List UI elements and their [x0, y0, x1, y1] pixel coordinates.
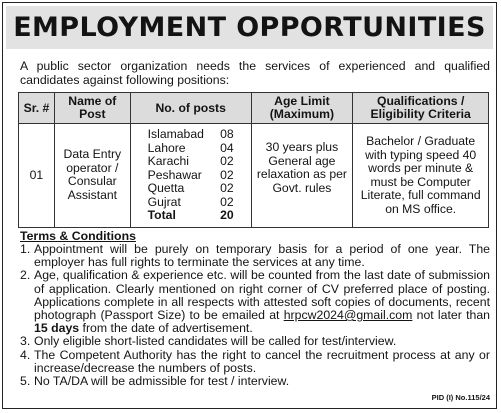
station-city: Lahore: [147, 140, 186, 155]
advertisement: [2, 2, 497, 409]
item-number: 4.: [20, 347, 31, 362]
table-header-row: [19, 93, 489, 124]
item-text-part: Age, qualification & experience etc. will be counted from the last date of submission of application. Clearly mentioned on right corner of CV preferred place of posting. Applications complete in all respects with attested soft copies of documents, recent photograph (Passport Size) to be emailed at: [34, 268, 490, 323]
item-text: Only eligible short-listed candidates will be called for test/interview.: [34, 334, 397, 349]
header-sr: Sr. #: [19, 93, 55, 124]
station-count: 08: [220, 127, 234, 141]
cell-age-limit: 30 years plus General age relaxation as per Govt. rules: [251, 124, 353, 228]
header-name-of-post: Name of Post: [54, 93, 130, 124]
total-label: Total: [147, 208, 176, 222]
item-text: No TA/DA will be admissible for test / interview.: [34, 374, 290, 389]
station-city: Islamabad: [147, 127, 204, 141]
total-count: 20: [220, 208, 234, 222]
item-number: 1.: [20, 242, 31, 256]
terms-list: [20, 243, 490, 388]
page-title: EMPLOYMENT OPPORTUNITIES: [13, 12, 486, 43]
header-no-of-posts: No. of posts: [130, 93, 251, 124]
terms-heading: Terms & Conditions: [20, 229, 136, 243]
item-text: [34, 269, 490, 335]
header-age-limit: Age Limit (Maximum): [251, 93, 353, 124]
station-count: 02: [220, 194, 234, 209]
table-row: [19, 124, 489, 228]
cell-sr: 01: [19, 124, 55, 228]
positions-table: [18, 92, 489, 228]
list-item: [20, 335, 490, 348]
station-count: 02: [220, 181, 234, 195]
item-text: The Competent Authority has the right to cancel the recruitment process at any or increase/decrease the numbers of posts.: [34, 347, 490, 375]
title-banner: [6, 6, 493, 49]
station-count: 04: [220, 140, 234, 155]
cell-qualifications: Bachelor / Graduate with typing speed 40 words per minute & must be Computer Literate, full command on MS office.: [353, 124, 489, 228]
station-city: Karachi: [147, 154, 189, 168]
intro-paragraph: A public sector organization needs the services of experienced and qualified candidates against following positions:: [20, 59, 490, 87]
stations-list: [134, 128, 248, 223]
station-count: 02: [220, 154, 234, 168]
pid-number: PID (I) No.115/24: [431, 393, 490, 402]
list-item: [20, 269, 490, 335]
terms-section: [20, 229, 490, 388]
list-item: [20, 243, 490, 269]
item-text-part: not later than: [412, 308, 490, 323]
email-address: hrpcw2024@gmail.com: [283, 308, 413, 323]
list-item: [20, 375, 490, 388]
station-city: Peshawar: [147, 167, 202, 182]
cell-post-name: Data Entry operator / Consular Assistant: [54, 124, 130, 228]
station-city: Gujrat: [147, 194, 181, 209]
item-text: Appointment will be purely on temporary basis for a period of one year. The employer has full rights to terminate the services at any time.: [34, 242, 490, 270]
item-text-part: from the date of advertisement.: [79, 321, 253, 336]
cell-posts: [130, 124, 251, 228]
deadline-days: 15 days: [34, 321, 80, 336]
item-number: 5.: [20, 374, 31, 389]
list-item: [20, 349, 490, 375]
item-number: 2.: [20, 268, 31, 283]
item-number: 3.: [20, 334, 31, 349]
station-city: Quetta: [147, 181, 185, 195]
header-qualifications: Qualifications / Eligibility Criteria: [353, 93, 489, 124]
station-count: 02: [220, 167, 234, 182]
